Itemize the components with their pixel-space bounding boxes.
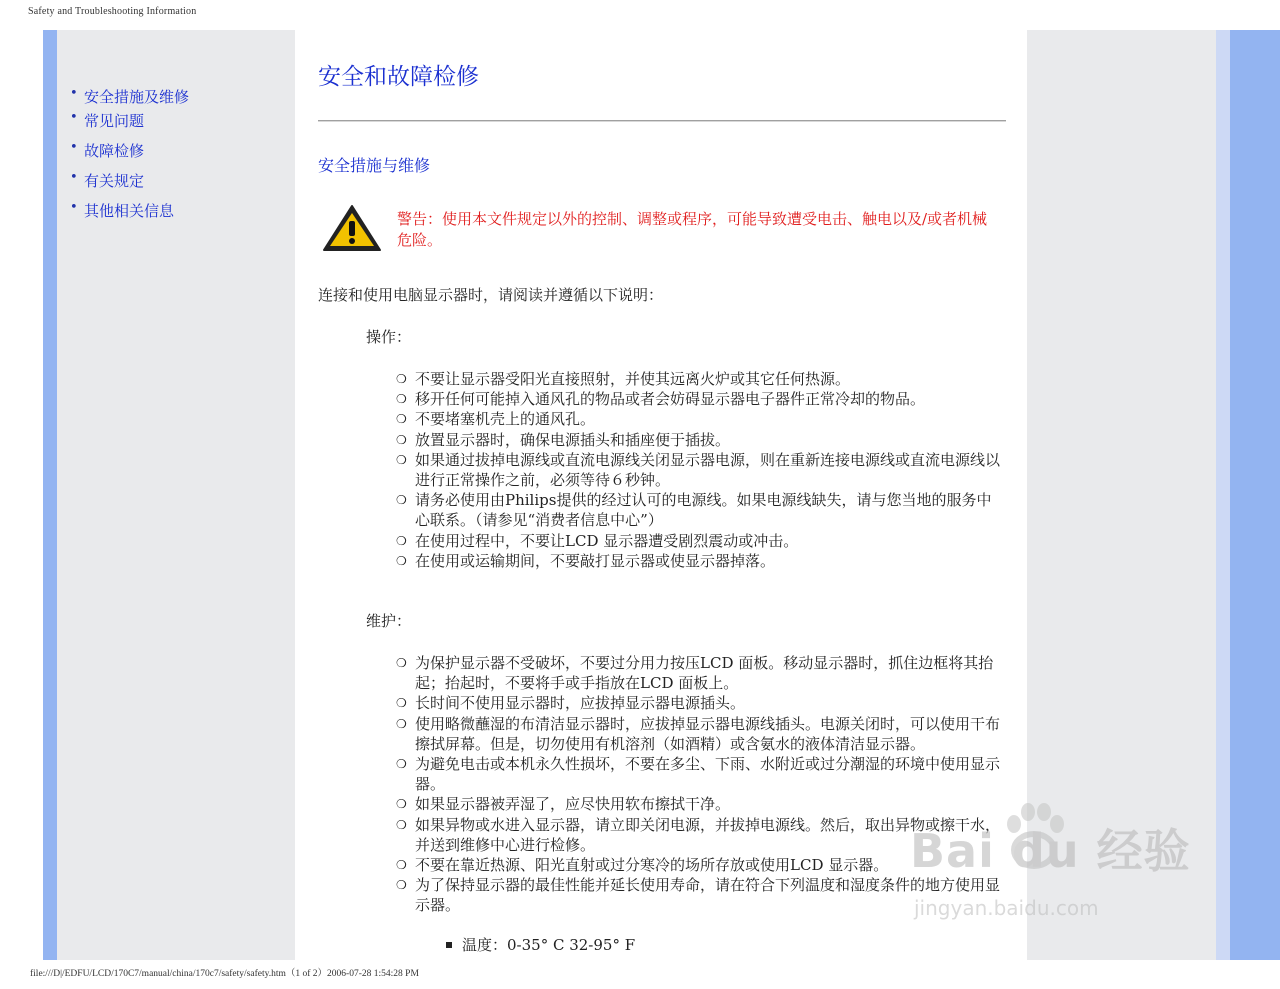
bullet-icon: • — [70, 200, 78, 215]
circle-bullet-icon: ❍ — [396, 757, 407, 772]
circle-bullet-icon: ❍ — [396, 656, 407, 670]
sidebar-link-safety[interactable]: 安全措施及维修 — [84, 88, 190, 106]
circle-bullet-icon: ❍ — [396, 553, 407, 568]
circle-bullet-icon: ❍ — [396, 817, 407, 832]
list-item: ❍ 如果通过拔掉电源线或直流电源线关闭显示器电源，则在重新连接电源线或直流电源线以进行正常操作之前，必须等待６秒钟。 — [396, 450, 1001, 490]
operation-list — [396, 369, 1006, 571]
list-item: ❍ 如果异物或水进入显示器，请立即关闭电源，并拔掉电源线。然后，取出异物或擦干水，并送到维修中心进行检修。 — [396, 815, 1001, 854]
circle-bullet-icon: ❍ — [396, 412, 407, 427]
right-decor-stripe — [1230, 30, 1280, 960]
list-item: ❍ 为了保持显示器的最佳性能并延长使用寿命，请在符合下列温度和湿度条件的地方使用显示器。 — [396, 876, 1001, 915]
circle-bullet-icon: ❍ — [396, 392, 407, 407]
list-item: ❍ 为保护显示器不受破坏，不要过分用力按压LCD 面板。移动显示器时，抓住边框将其抬起；抬起时，不要将手或手指放在LCD 面板上。 — [396, 654, 994, 693]
list-item: ❍ 为避免电击或本机永久性损坏，不要在多尘、下雨、水附近或过分潮湿的环境中使用显示器。 — [396, 755, 1001, 794]
square-bullet-icon — [446, 942, 452, 948]
list-item: ❍ 放置显示器时，确保电源插头和插座便于插拔。 — [396, 430, 731, 449]
operation-heading: 操作： — [366, 328, 412, 346]
bullet-icon: • — [70, 170, 78, 185]
circle-bullet-icon: ❍ — [396, 858, 407, 873]
circle-bullet-icon: ❍ — [396, 493, 407, 508]
list-item: ❍ 不要堵塞机壳上的通风孔。 — [396, 410, 596, 429]
left-decor-stripe — [43, 30, 57, 960]
bullet-icon: • — [70, 86, 78, 101]
list-item: ❍ 不要在靠近热源、阳光直射或过分寒冷的场所存放或使用LCD 显示器。 — [396, 856, 889, 875]
bullet-icon: • — [70, 110, 78, 125]
list-item: ❍ 请务必使用由Philips提供的经过认可的电源线。如果电源线缺失，请与您当地的服务中心联系。（请参见“消费者信息中心”） — [396, 491, 992, 530]
bullet-icon: • — [70, 140, 78, 155]
list-item: ❍ 使用略微蘸湿的布清洁显示器时，应拔掉显示器电源线插头。电源关闭时，可以使用干布擦拭屏幕。但是，切勿使用有机溶剂（如酒精）或含氨水的液体清洁显示器。 — [396, 714, 1001, 753]
watermark-url: jingyan.baidu.com — [914, 896, 1099, 920]
list-item: ❍ 在使用或运输期间，不要敲打显示器或使显示器掉落。 — [396, 551, 776, 570]
sidebar-link-regulatory[interactable]: 有关规定 — [84, 172, 145, 190]
circle-bullet-icon: ❍ — [396, 432, 407, 447]
list-item: ❍ 如果显示器被弄湿了，应尽快用软布擦拭干净。 — [396, 795, 731, 814]
circle-bullet-icon: ❍ — [396, 716, 407, 731]
maintenance-heading: 维护： — [366, 612, 412, 630]
circle-bullet-icon: ❍ — [396, 878, 407, 893]
condition-list — [446, 935, 635, 955]
intro-text: 连接和使用电脑显示器时，请阅读并遵循以下说明： — [318, 286, 664, 304]
circle-bullet-icon: ❍ — [396, 533, 407, 548]
sidebar-link-troubleshooting[interactable]: 故障检修 — [84, 142, 145, 160]
circle-bullet-icon: ❍ — [396, 696, 407, 711]
warning-triangle-icon — [322, 204, 382, 252]
warning-message: 警告：使用本文件规定以外的控制、调整或程序，可能导致遭受电击、触电以及/或者机械危险。 — [397, 210, 988, 249]
list-item: ❍ 在使用过程中，不要让LCD 显示器遭受剧烈震动或冲击。 — [396, 531, 799, 550]
watermark-brand: Bai du 经验 — [910, 824, 1191, 878]
sidebar-link-other-info[interactable]: 其他相关信息 — [84, 202, 175, 220]
circle-bullet-icon: ❍ — [396, 452, 407, 467]
section-title: 安全措施与维修 — [318, 156, 431, 175]
sidebar-link-faq[interactable]: 常见问题 — [84, 112, 145, 130]
circle-bullet-icon: ❍ — [396, 797, 407, 812]
list-item: ❍ 移开任何可能掉入通风孔的物品或者会妨碍显示器电子器件正常冷却的物品。 — [396, 390, 926, 409]
page-title: 安全和故障检修 — [318, 64, 479, 90]
circle-bullet-icon: ❍ — [396, 372, 407, 386]
right-decor-stripe-light — [1216, 30, 1230, 960]
list-item: ❍ 不要让显示器受阳光直接照射，并使其远离火炉或其它任何热源。 — [396, 370, 851, 388]
print-header: Safety and Troubleshooting Information — [28, 6, 197, 17]
title-divider — [318, 120, 1006, 122]
list-item: 温度：0-35° C 32-95° F — [446, 935, 635, 955]
list-item: ❍ 长时间不使用显示器时，应拔掉显示器电源插头。 — [396, 694, 746, 713]
print-footer: file:///D|/EDFU/LCD/170C7/manual/china/170c7/safety/safety.htm（1 of 2）2006-07-28 1:54:28 PM — [30, 969, 419, 979]
baidu-watermark — [900, 800, 1200, 940]
